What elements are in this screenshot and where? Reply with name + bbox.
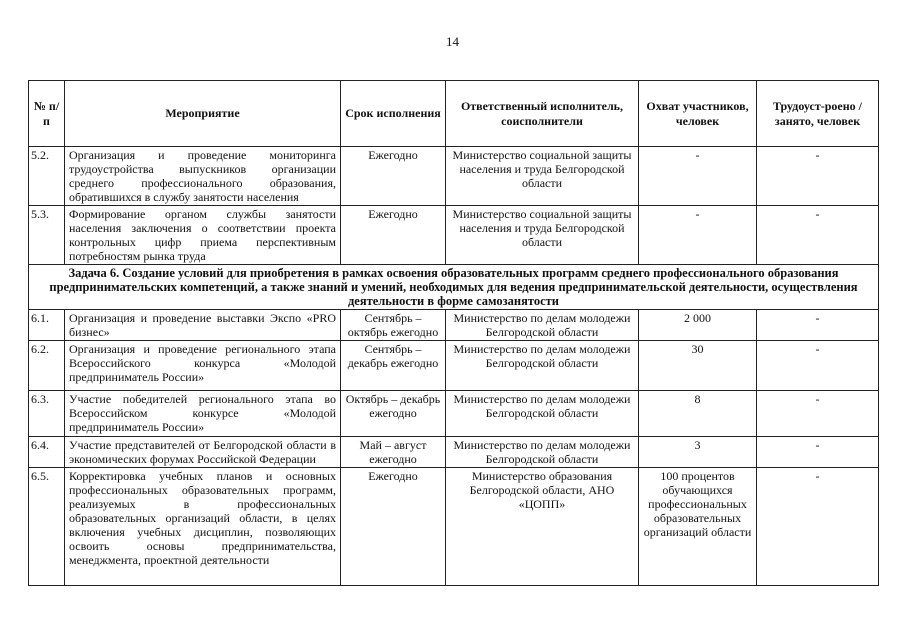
row-num: 6.2.: [29, 341, 65, 391]
table-header: [29, 81, 879, 147]
row-employed: -: [757, 468, 879, 586]
row-deadline: Сентябрь – октябрь ежегодно: [341, 310, 446, 341]
row-num: 6.1.: [29, 310, 65, 341]
row-event: Организация и проведение выставки Экспо «PRO бизнес»: [65, 310, 341, 341]
table-row: [29, 206, 879, 265]
row-event: Участие представителей от Белгородской области в экономических форумах Российской Федерации: [65, 437, 341, 468]
row-event: Формирование органом службы занятости населения заключения о соответствии проекта контрольных цифр приема перспективным потребностям рынка труда: [65, 206, 341, 265]
plan-table: [28, 80, 879, 586]
row-deadline: Октябрь – декабрь ежегодно: [341, 391, 446, 437]
header-employed: Трудоуст-роено / занято, человек: [757, 81, 879, 147]
table-row: [29, 147, 879, 206]
row-executor: Министерство по делам молодежи Белгородской области: [446, 310, 639, 341]
row-num: 5.3.: [29, 206, 65, 265]
row-deadline: Сентябрь – декабрь ежегодно: [341, 341, 446, 391]
row-executor: Министерство образования Белгородской области, АНО «ЦОПП»: [446, 468, 639, 586]
row-employed: -: [757, 341, 879, 391]
header-deadline: Срок исполнения: [341, 81, 446, 147]
row-employed: -: [757, 391, 879, 437]
row-executor: Министерство по делам молодежи Белгородской области: [446, 437, 639, 468]
row-event: Организация и проведение мониторинга трудоустройства выпускников организации среднего профессионального образования, обратившихся в службу занятости населения: [65, 147, 341, 206]
row-employed: -: [757, 437, 879, 468]
table-row: [29, 391, 879, 437]
table-row: [29, 341, 879, 391]
row-num: 6.3.: [29, 391, 65, 437]
row-deadline: Май – август ежегодно: [341, 437, 446, 468]
header-num: № п/п: [29, 81, 65, 147]
row-coverage: 3: [639, 437, 757, 468]
task-heading-row: [29, 265, 879, 310]
row-executor: Министерство социальной защиты населения и труда Белгородской области: [446, 206, 639, 265]
row-coverage: 2 000: [639, 310, 757, 341]
row-employed: -: [757, 310, 879, 341]
task-heading: Задача 6. Создание условий для приобретения в рамках освоения образовательных программ среднего профессионального образования предпринимательских компетенций, а также знаний и умений, необходимых для ведения предпринимательской деятельности, осуществления деятельности в форме самозанятости: [29, 265, 879, 310]
row-deadline: Ежегодно: [341, 206, 446, 265]
row-executor: Министерство по делам молодежи Белгородской области: [446, 341, 639, 391]
row-executor: Министерство по делам молодежи Белгородской области: [446, 391, 639, 437]
page-number: 14: [446, 34, 459, 49]
table-row: [29, 310, 879, 341]
table-row: [29, 437, 879, 468]
table-row: [29, 468, 879, 586]
row-deadline: Ежегодно: [341, 468, 446, 586]
header-event: Мероприятие: [65, 81, 341, 147]
row-event: Организация и проведение регионального этапа Всероссийского конкурса «Молодой предприниматель России»: [65, 341, 341, 391]
row-deadline: Ежегодно: [341, 147, 446, 206]
row-event: Корректировка учебных планов и основных профессиональных образовательных программ, реализуемых в профессиональных образовательных организаций области, в целях включения учебных дисциплин, позволяющих освоить основы предпринимательства, менеджмента, проектной деятельности: [65, 468, 341, 586]
row-coverage: -: [639, 206, 757, 265]
row-event: Участие победителей регионального этапа во Всероссийском конкурсе «Молодой предприниматель России»: [65, 391, 341, 437]
row-executor: Министерство социальной защиты населения и труда Белгородской области: [446, 147, 639, 206]
row-coverage: 100 процентов обучающихся профессиональных образовательных организаций области: [639, 468, 757, 586]
header-executor: Ответственный исполнитель, соисполнители: [446, 81, 639, 147]
row-employed: -: [757, 206, 879, 265]
row-num: 5.2.: [29, 147, 65, 206]
row-num: 6.4.: [29, 437, 65, 468]
row-coverage: -: [639, 147, 757, 206]
row-num: 6.5.: [29, 468, 65, 586]
row-coverage: 8: [639, 391, 757, 437]
header-coverage: Охват участников, человек: [639, 81, 757, 147]
row-employed: -: [757, 147, 879, 206]
row-coverage: 30: [639, 341, 757, 391]
